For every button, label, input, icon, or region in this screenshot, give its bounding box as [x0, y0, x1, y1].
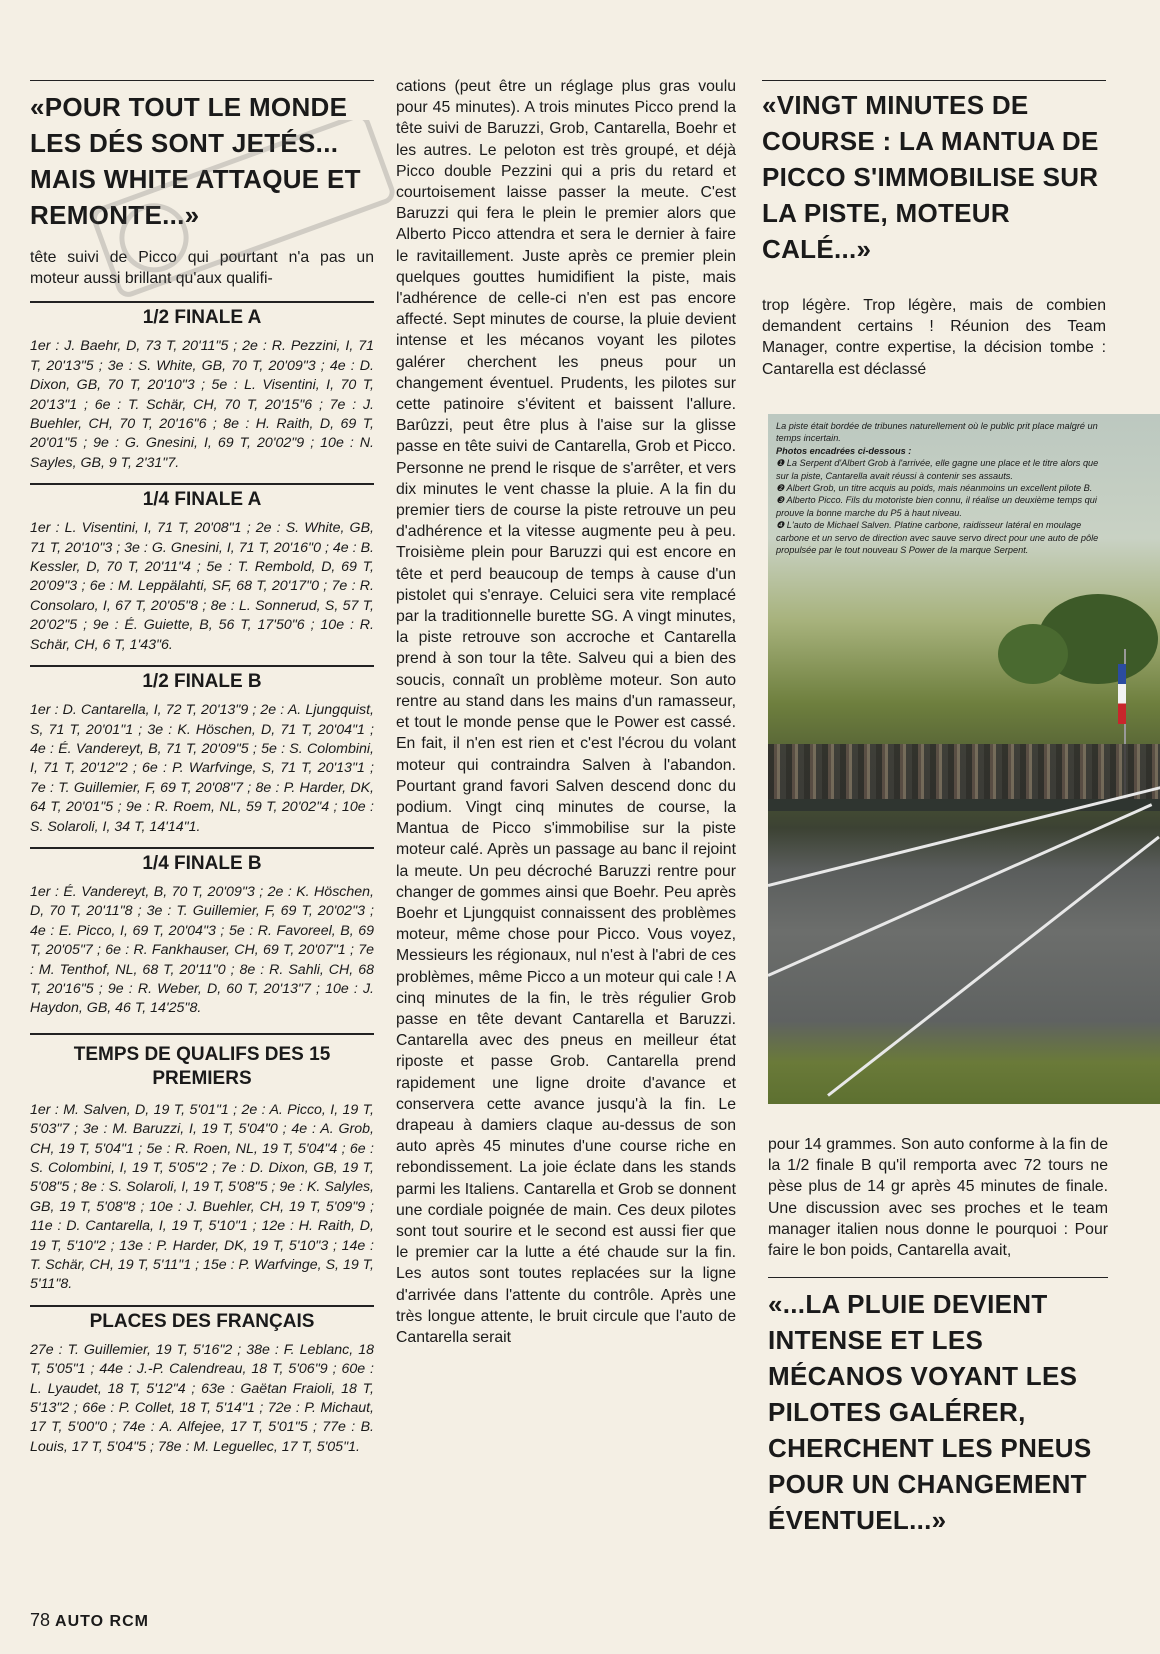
section-results: 1er : L. Visentini, I, 71 T, 20'08"1 ; 2e : S. White, GB, 71 T, 20'10"3 ; 3e : G. Gnesini, I, 71 T, 20'16"0 ; 4e : B. Kessler, D, 70 T, 20'11"4 ; 5e : T. Rembold, D, 69 T, 20'09"3 ; 6e : M. Leppälahti, SF, 68 T, 20'17"0 ; 7e : R. Consolaro, I, 67 T, 20'05"8 ; 8e : L. Sonnerud, S, 57 T, 20'02"5 ; 9e : É. Guiette, B, 56 T, 17'50"6 ; 10e : R. Schär, CH, 6 T, 1'43"6. [30, 520, 374, 653]
results-section [30, 1305, 374, 1457]
caption-label: Photos encadrées ci-dessous : [776, 445, 912, 456]
flag [1118, 664, 1126, 724]
page-number: 78 [30, 1610, 51, 1630]
section-title: 1/2 FINALE B [30, 665, 374, 695]
track-marking [768, 803, 1152, 977]
photo-caption [776, 420, 1106, 556]
section-title: 1/4 FINALE B [30, 847, 374, 877]
caption-item: ❶ La Serpent d'Albert Grob à l'arrivée, elle gagne une place et le titre alors que sur la piste, Cantarella avait réussi à contenir ses assauts. [776, 458, 1099, 481]
section-title: 1/2 FINALE A [30, 301, 374, 331]
pull-quote: «POUR TOUT LE MONDE LES DÉS SONT JETÉS... MAIS WHITE ATTAQUE ET REMONTE...» [30, 92, 361, 230]
tree-shape [998, 624, 1068, 684]
results-section [30, 665, 374, 837]
article-body: cations (peut être un réglage plus gras voulu pour 45 minutes). A trois minutes Picco prend la tête suivi de Baruzzi, Grob, Cantarella, Boehr et les autres. Le peloton est très groupé, et déjà Picco double Pezzini qui a pris du retard et courtoisement laisse passer la meute. C'est Baruzzi qui fera le plein le premier alors que Alberto Picco attendra et sera le dernier à faire le ravitaillement. Juste après ce premier plein quelques gouttes humidifient la piste, mais l'adhérence de celle-ci n'en est pas encore affecté. Sept minutes de course, la pluie devient intense et les mécanos voyant les pilotes galérer cherchent les pneus pour un changement éventuel. Prudents, les pilotes sur cette patinoire s'évitent et baissent l'allure. Barûzzi, peut être plus à l'aise sur la glisse passe en tête suivi de Cantarella, Grob et Picco. Personne ne prend le risque de s'arrêter, et vers dix minutes le vent chasse la pluie. A la fin du premier tiers de course la piste retrouve un peu d'adhérence et la vitesse augmente peu à peu. Troisième plein pour Baruzzi qui est encore en tête et perd beaucoup de temps à cause d'un pistolet qui s'enraye. Celuici sera vite remplacé par la traditionnelle burette SG. A vingt minutes, la piste retrouve son accroche et Cantarella prend à son tour la tête. Salveu qui a bien des soucis, connaît un problème moteur. Son auto rentre au stand dans les mains d'un ramasseur, et tout le monde pense que le Power est cassé. En fait, il n'en est rien et c'est l'écrou du volant moteur qui contraindra Salven à l'abandon. Pourtant grand favori Salven descend donc du podium. Vingt cinq minutes de course, la Mantua de Picco s'immobilise sur la piste moteur calé. Après un passage au banc il rejoint la meute. Un peu décroché Baruzzi rentre pour changer de gommes ainsi que Boehr. Peu après Boehr et Ljungquist connaissent des problèmes moteur, même chose pour Picco. Vous voyez, Messieurs les régionaux, nul n'est à l'abri de ces problèmes, même Picco a un moteur qui cale ! A cinq minutes de la fin, le très régulier Grob passe en tête devant Cantarella et Baruzzi. Cantarella avec des pneus en meilleur état riposte et passe Grob. Cantarella prend rapidement une ligne droite d'avance et conservera cette avance jusqu'à la fin. Le drapeau à damiers claque au-dessus de son auto après 45 minutes d'une course riche en rebondissement. La joie éclate dans les stands parmi les Italiens. Cantarella et Grob se donnent une cordiale poignée de main. Ces deux pilotes sont tout sourire et le second est aussi fier que le premier car la lutte a été chaude sur la fin. Les autos sont toutes replacées sur la ligne d'arrivée dans l'attente du contrôle. Après une très longue attente, le bruit circule que l'auto de Cantarella serait [396, 78, 736, 1346]
results-section [30, 1033, 374, 1295]
spectator-crowd [768, 744, 1160, 804]
page-footer [30, 1610, 149, 1631]
quote-rule [768, 1277, 1108, 1278]
section-results: 1er : É. Vandereyt, B, 70 T, 20'09"3 ; 2e : K. Höschen, D, 70 T, 20'11"8 ; 3e : T. Guillemier, F, 69 T, 20'02"3 ; 4e : E. Picco, I, 69 T, 20'04"3 ; 5e : R. Favoreel, B, 69 T, 20'05"7 ; 6e : R. Fankhauser, CH, 69 T, 20'07"1 ; 7e : M. Tenthof, NL, 68 T, 20'11"0 ; 8e : R. Sahli, CH, 68 T, 20'16"5 ; 9e : R. Weber, D, 60 T, 20'13"7 ; 10e : J. Haydon, GB, 46 T, 14'25"8. [30, 883, 374, 1017]
results-section [30, 483, 374, 655]
section-title: TEMPS DE QUALIFS DES 15 PREMIERS [30, 1033, 374, 1095]
results-section [30, 847, 374, 1019]
section-results: 1er : M. Salven, D, 19 T, 5'01"1 ; 2e : A. Picco, I, 19 T, 5'03"7 ; 3e : M. Baruzzi, I, 19 T, 5'04"0 ; 4e : A. Grob, CH, 19 T, 5'04"1 ; 5e : R. Roen, NL, 19 T, 5'04"4 ; 6e : S. Colombini, I, 19 T, 5'05"2 ; 7e : D. Dixon, GB, 19 T, 5'08"5 ; 8e : S. Solaroli, I, 19 T, 5'08"5 ; 9e : K. Salyles, GB, 19 T, 5'08"8 ; 10e : J. Buehler, CH, 19 T, 5'09"9 ; 11e : D. Cantarella, I, 19 T, 5'10"1 ; 12e : H. Raith, D, 19 T, 5'10"2 ; 13e : P. Harder, DK, 19 T, 5'10"3 ; 14e : T. Schär, CH, 19 T, 5'11"1 ; 15e : P. Warfvinge, S, 19 T, 5'11"8. [30, 1101, 374, 1293]
section-title: 1/4 FINALE A [30, 483, 374, 513]
caption-item: ❹ L'auto de Michael Salven. Platine carbone, raidisseur latéral en moulage carbone et un servo de direction avec sauve servo direct pour une auto de pôle propulsée par le tout nouveau S Power de la marque Serpent. [776, 520, 1099, 556]
caption-intro: La piste était bordée de tribunes naturellement où le public prit place malgré un temps incertain. [776, 421, 1098, 444]
magazine-name: AUTO RCM [55, 1613, 149, 1630]
pull-quote: «VINGT MINUTES DE COURSE : LA MANTUA DE PICCO S'IMMOBILISE SUR LA PISTE, MOTEUR CALÉ...» [762, 90, 1099, 264]
track-photo [768, 414, 1160, 1104]
right-column-lower [768, 1134, 1108, 1538]
section-results: 1er : D. Cantarella, I, 72 T, 20'13"9 ; 2e : A. Ljungquist, S, 71 T, 20'01"1 ; 3e : K. Höschen, D, 71 T, 20'04"1 ; 4e : É. Vandereyt, B, 71 T, 20'09"5 ; 5e : S. Colombini, I, 71 T, 20'12"2 ; 6e : P. Warfvinge, S, 71 T, 20'13"1 ; 7e : T. Guillemier, F, 69 T, 20'08"7 ; 8e : P. Harder, DK, 64 T, 20'01"5 ; 9e : R. Roem, NL, 59 T, 20'02"4 ; 10e : S. Solaroli, I, 34 T, 14'14"1. [30, 702, 374, 835]
article-body: pour 14 grammes. Son auto conforme à la fin de la 1/2 finale B qu'il remporta avec 72 tours ne pèse plus de 14 gr après 45 minutes de finale. Une discussion avec ses proches et le team manager italien nous donne le pourquoi : Pour faire le bon poids, Cantarella avait, [768, 1136, 1108, 1260]
results-section [30, 301, 374, 473]
caption-item: ❷ Albert Grob, un titre acquis au poids, mais néanmoins un excellent pilote B. [776, 483, 1093, 494]
article-body: trop légère. Trop légère, mais de combien demandent certains ! Réunion des Team Manager, contre expertise, la décision tombe : Cantarella est déclassé [762, 297, 1106, 378]
top-rule [30, 80, 374, 81]
middle-column [396, 0, 736, 1348]
section-title: PLACES DES FRANÇAIS [30, 1305, 374, 1335]
pull-quote: «...LA PLUIE DEVIENT INTENSE ET LES MÉCANOS VOYANT LES PILOTES GALÉRER, CHERCHENT LES PNEUS POUR UN CHANGEMENT ÉVENTUEL...» [768, 1289, 1092, 1536]
section-results: 27e : T. Guillemier, 19 T, 5'16"2 ; 38e : F. Leblanc, 18 T, 5'05"1 ; 44e : J.-P. Calendreau, 18 T, 5'06"9 ; 60e : L. Lyaudet, 18 T, 5'12"4 ; 63e : Gaëtan Fraioli, 18 T, 5'13"2 ; 66e : P. Collet, 18 T, 5'14"1 ; 72e : P. Michaut, 17 T, 5'00"0 ; 74e : A. Alfejee, 17 T, 5'01"5 ; 77e : B. Louis, 17 T, 5'04"5 ; 78e : M. Leguellec, 17 T, 5'05"1. [30, 1341, 374, 1455]
section-results: 1er : J. Baehr, D, 73 T, 20'11"5 ; 2e : R. Pezzini, I, 71 T, 20'13"5 ; 3e : S. White, GB, 70 T, 20'09"3 ; 4e : D. Dixon, GB, 70 T, 20'10"3 ; 5e : L. Visentini, I, 70 T, 20'13"1 ; 6e : T. Schär, CH, 70 T, 20'15"6 ; 7e : J. Buehler, CH, 70 T, 20'16"6 ; 8e : H. Raith, D, 69 T, 20'01"5 ; 9e : G. Gnesini, I, 69 T, 20'02"9 ; 10e : N. Sayles, GB, 9 T, 2'31"7. [30, 338, 374, 471]
caption-item: ❸ Alberto Picco. Fils du motoriste bien connu, il réalise un deuxième temps qui prouve la bonne marche du P5 à haut niveau. [776, 495, 1097, 518]
top-rule [762, 80, 1106, 81]
right-column [762, 0, 1106, 380]
intro-text: tête suivi de Picco qui pourtant n'a pas un moteur aussi brillant qu'aux qualifi- [30, 249, 374, 288]
left-column [30, 0, 374, 1457]
